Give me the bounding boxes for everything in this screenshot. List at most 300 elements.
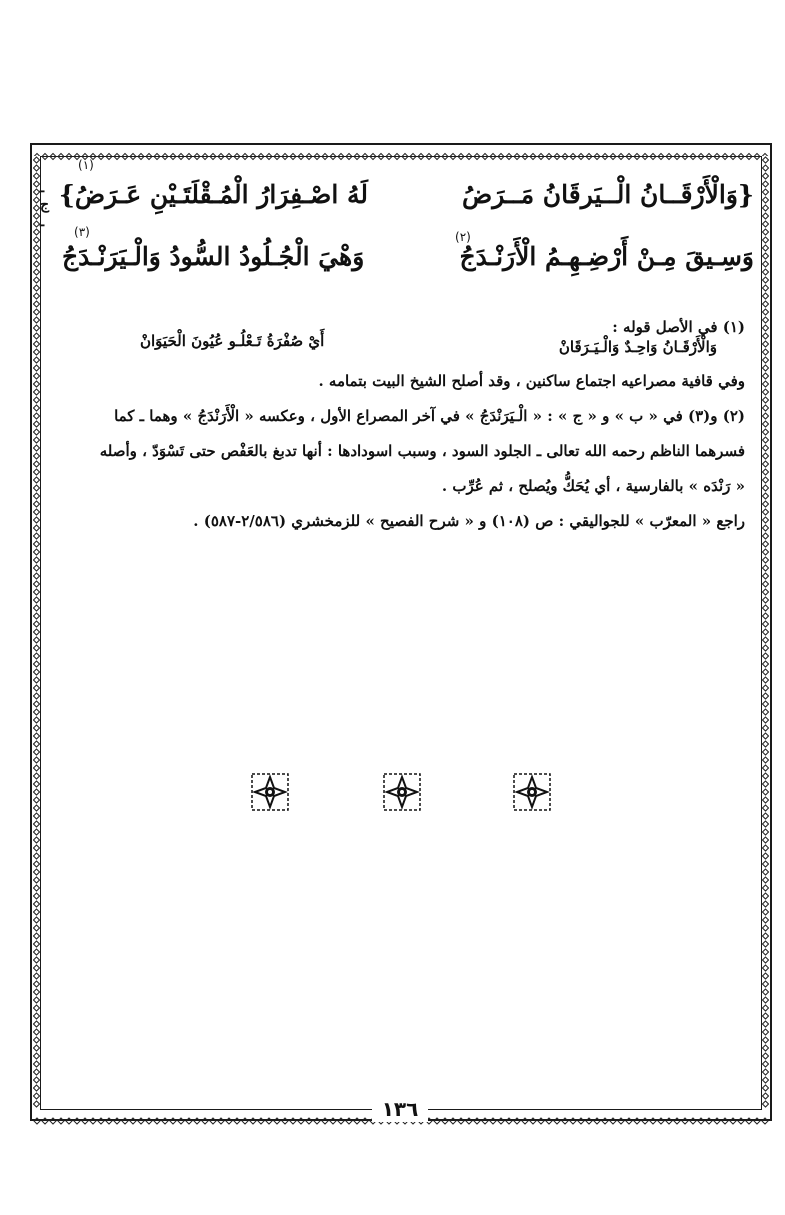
border-diamond <box>322 1118 328 1124</box>
border-diamond <box>34 837 40 843</box>
border-diamond <box>34 997 40 1003</box>
border-diamond <box>610 154 616 160</box>
border-diamond <box>658 154 664 160</box>
border-diamond <box>34 597 40 603</box>
border-diamond <box>34 573 40 579</box>
border-diamond <box>34 1029 40 1035</box>
border-diamond <box>514 1118 520 1124</box>
border-diamond <box>34 309 40 315</box>
ornamental-border-right <box>762 156 769 1110</box>
border-diamond <box>722 1118 728 1124</box>
border-diamond <box>490 154 496 160</box>
border-diamond <box>763 1061 769 1067</box>
border-diamond <box>34 733 40 739</box>
border-diamond <box>458 154 464 160</box>
border-diamond <box>763 309 769 315</box>
border-diamond <box>34 797 40 803</box>
border-diamond <box>122 1118 128 1124</box>
border-diamond <box>258 1118 264 1124</box>
border-diamond <box>763 1077 769 1083</box>
border-diamond <box>210 1118 216 1124</box>
border-diamond <box>763 501 769 507</box>
border-diamond <box>34 805 40 811</box>
border-diamond <box>763 661 769 667</box>
border-diamond <box>763 357 769 363</box>
border-diamond <box>186 1118 192 1124</box>
border-diamond <box>354 154 360 160</box>
border-pattern <box>762 156 769 1110</box>
border-diamond <box>122 154 128 160</box>
border-diamond <box>410 154 416 160</box>
border-diamond <box>763 469 769 475</box>
border-diamond <box>378 154 384 160</box>
border-diamond <box>738 154 744 160</box>
border-diamond <box>763 325 769 331</box>
border-diamond <box>34 1101 40 1107</box>
border-diamond <box>474 1118 480 1124</box>
border-diamond <box>763 173 769 179</box>
border-diamond <box>763 757 769 763</box>
border-diamond <box>763 629 769 635</box>
border-diamond <box>763 461 769 467</box>
border-diamond <box>186 154 192 160</box>
border-diamond <box>34 821 40 827</box>
border-diamond <box>234 1118 240 1124</box>
border-diamond <box>763 1069 769 1075</box>
border-diamond <box>763 565 769 571</box>
border-diamond <box>34 165 40 171</box>
border-diamond <box>98 154 104 160</box>
border-diamond <box>74 1118 80 1124</box>
border-diamond <box>250 154 256 160</box>
border-diamond <box>346 154 352 160</box>
border-diamond <box>763 789 769 795</box>
border-diamond <box>763 389 769 395</box>
border-diamond <box>594 154 600 160</box>
border-diamond <box>34 397 40 403</box>
border-diamond <box>763 397 769 403</box>
border-diamond <box>763 405 769 411</box>
verse-2-second-hemistich: وَهْيَ الْجُـلُودُ السُّودُ وَالْـيَرَنْـدَجُ <box>62 242 365 271</box>
border-diamond <box>282 154 288 160</box>
border-diamond <box>763 589 769 595</box>
border-diamond <box>234 154 240 160</box>
border-diamond <box>642 1118 648 1124</box>
border-diamond <box>538 1118 544 1124</box>
page-border-inner <box>40 156 762 1110</box>
border-diamond <box>242 1118 248 1124</box>
border-diamond <box>634 1118 640 1124</box>
border-diamond <box>570 1118 576 1124</box>
border-diamond <box>34 1061 40 1067</box>
border-diamond <box>763 645 769 651</box>
border-diamond <box>763 1101 769 1107</box>
border-diamond <box>34 245 40 251</box>
border-diamond <box>34 845 40 851</box>
border-diamond <box>34 757 40 763</box>
border-diamond <box>754 154 760 160</box>
border-diamond <box>34 765 40 771</box>
border-diamond <box>626 1118 632 1124</box>
border-diamond <box>34 557 40 563</box>
border-diamond <box>34 1085 40 1091</box>
verse-1-second-hemistich: لَهُ اصْـفِرَارُ الْمُـقْلَتَـيْنِ عَـرَضُ} <box>58 180 368 209</box>
border-diamond <box>522 1118 528 1124</box>
border-diamond <box>34 621 40 627</box>
border-diamond <box>610 1118 616 1124</box>
border-diamond <box>34 749 40 755</box>
border-diamond <box>34 285 40 291</box>
border-diamond <box>34 237 40 243</box>
border-diamond <box>314 154 320 160</box>
border-diamond <box>34 549 40 555</box>
border-diamond <box>434 1118 440 1124</box>
border-diamond <box>763 317 769 323</box>
border-diamond <box>34 693 40 699</box>
border-diamond <box>763 245 769 251</box>
border-diamond <box>706 154 712 160</box>
border-diamond <box>674 154 680 160</box>
border-diamond <box>34 333 40 339</box>
border-diamond <box>450 154 456 160</box>
footnote-1-verse-second: أَيْ صُفْرَةُ تَـعْلُـو عُيُونَ الْحَيَوَانْ <box>140 332 325 350</box>
border-diamond <box>34 525 40 531</box>
footnote-1-verse-first: وَالْأَرْقَـانُ وَاحِـدٌ وَالْـيَـرَقَانْ <box>558 338 717 356</box>
border-diamond <box>34 181 40 187</box>
border-diamond <box>482 154 488 160</box>
border-diamond <box>210 154 216 160</box>
border-diamond <box>763 989 769 995</box>
border-diamond <box>34 301 40 307</box>
border-diamond <box>34 1093 40 1099</box>
border-diamond <box>34 717 40 723</box>
border-diamond <box>34 613 40 619</box>
border-diamond <box>763 261 769 267</box>
border-diamond <box>730 154 736 160</box>
border-diamond <box>434 154 440 160</box>
border-diamond <box>290 154 296 160</box>
border-pattern <box>33 152 769 161</box>
border-diamond <box>290 1118 296 1124</box>
border-diamond <box>763 293 769 299</box>
border-diamond <box>154 1118 160 1124</box>
border-diamond <box>34 1053 40 1059</box>
border-diamond <box>34 437 40 443</box>
border-diamond <box>98 1118 104 1124</box>
border-diamond <box>763 973 769 979</box>
border-diamond <box>34 229 40 235</box>
border-diamond <box>763 981 769 987</box>
border-diamond <box>34 709 40 715</box>
border-diamond <box>682 154 688 160</box>
border-diamond <box>34 261 40 267</box>
border-diamond <box>34 277 40 283</box>
border-diamond <box>763 253 769 259</box>
border-diamond <box>763 797 769 803</box>
border-diamond <box>194 1118 200 1124</box>
border-diamond <box>763 213 769 219</box>
border-diamond <box>763 229 769 235</box>
border-diamond <box>763 741 769 747</box>
border-diamond <box>602 1118 608 1124</box>
border-diamond <box>763 277 769 283</box>
border-diamond <box>34 317 40 323</box>
border-diamond <box>650 1118 656 1124</box>
border-diamond <box>34 901 40 907</box>
border-diamond <box>258 154 264 160</box>
border-diamond <box>763 181 769 187</box>
ornament-star-icon <box>250 772 290 812</box>
border-diamond <box>34 173 40 179</box>
border-diamond <box>34 253 40 259</box>
border-diamond <box>442 154 448 160</box>
border-diamond <box>34 965 40 971</box>
border-diamond <box>634 154 640 160</box>
border-diamond <box>130 1118 136 1124</box>
border-diamond <box>34 461 40 467</box>
border-diamond <box>763 1045 769 1051</box>
border-diamond <box>722 154 728 160</box>
border-diamond <box>34 373 40 379</box>
border-diamond <box>714 1118 720 1124</box>
border-diamond <box>178 1118 184 1124</box>
border-diamond <box>763 1021 769 1027</box>
border-diamond <box>370 154 376 160</box>
border-diamond <box>763 269 769 275</box>
border-diamond <box>346 1118 352 1124</box>
border-diamond <box>763 1037 769 1043</box>
border-diamond <box>763 677 769 683</box>
border-diamond <box>650 154 656 160</box>
border-diamond <box>34 741 40 747</box>
border-diamond <box>34 341 40 347</box>
footnote-1-intro: (١) في الأصل قوله : <box>612 318 745 336</box>
border-diamond <box>762 1118 768 1124</box>
border-diamond <box>763 621 769 627</box>
border-diamond <box>763 717 769 723</box>
border-diamond <box>763 917 769 923</box>
border-diamond <box>466 1118 472 1124</box>
border-diamond <box>594 1118 600 1124</box>
border-diamond <box>763 693 769 699</box>
border-diamond <box>66 1118 72 1124</box>
border-diamond <box>698 154 704 160</box>
border-diamond <box>34 1021 40 1027</box>
border-diamond <box>34 213 40 219</box>
border-diamond <box>763 157 769 163</box>
border-diamond <box>66 154 72 160</box>
border-diamond <box>34 853 40 859</box>
border-diamond <box>546 154 552 160</box>
border-diamond <box>763 421 769 427</box>
border-diamond <box>674 1118 680 1124</box>
border-diamond <box>362 154 368 160</box>
border-diamond <box>554 154 560 160</box>
page-number: ١٣٦ <box>372 1096 428 1122</box>
border-diamond <box>763 517 769 523</box>
footnote-marker-3: (٣) <box>74 225 90 239</box>
border-diamond <box>763 485 769 491</box>
border-diamond <box>763 341 769 347</box>
border-diamond <box>618 154 624 160</box>
border-diamond <box>338 1118 344 1124</box>
border-diamond <box>34 637 40 643</box>
border-diamond <box>34 949 40 955</box>
border-diamond <box>34 293 40 299</box>
footnote-2-3-line-4: راجع « المعرّب » للجواليقي : ص (١٠٨) و « شرح الفصيح » للزمخشري (٢/٥٨٦-٥٨٧) . <box>193 512 745 530</box>
border-diamond <box>34 445 40 451</box>
border-diamond <box>34 813 40 819</box>
border-diamond <box>146 1118 152 1124</box>
border-diamond <box>90 1118 96 1124</box>
border-diamond <box>34 653 40 659</box>
border-diamond <box>34 893 40 899</box>
border-diamond <box>34 197 40 203</box>
border-diamond <box>34 1069 40 1075</box>
border-diamond <box>34 157 40 163</box>
border-diamond <box>138 1118 144 1124</box>
border-diamond <box>34 349 40 355</box>
ornament-star-icon <box>512 772 552 812</box>
border-diamond <box>34 677 40 683</box>
border-diamond <box>226 154 232 160</box>
border-diamond <box>34 925 40 931</box>
border-diamond <box>666 1118 672 1124</box>
border-diamond <box>154 154 160 160</box>
border-diamond <box>178 154 184 160</box>
border-diamond <box>506 1118 512 1124</box>
border-diamond <box>138 154 144 160</box>
border-diamond <box>34 413 40 419</box>
border-diamond <box>482 1118 488 1124</box>
border-diamond <box>763 805 769 811</box>
border-diamond <box>202 154 208 160</box>
border-diamond <box>34 269 40 275</box>
border-diamond <box>763 189 769 195</box>
border-diamond <box>754 1118 760 1124</box>
border-diamond <box>34 453 40 459</box>
border-diamond <box>34 357 40 363</box>
border-diamond <box>498 1118 504 1124</box>
border-diamond <box>763 301 769 307</box>
border-diamond <box>306 154 312 160</box>
border-diamond <box>34 605 40 611</box>
border-diamond <box>763 821 769 827</box>
border-diamond <box>426 154 432 160</box>
border-diamond <box>34 685 40 691</box>
border-diamond <box>746 154 752 160</box>
border-diamond <box>306 1118 312 1124</box>
border-diamond <box>530 154 536 160</box>
border-diamond <box>274 1118 280 1124</box>
border-diamond <box>34 405 40 411</box>
footnote-2-3-line-1: (٢) و(٣) في « ب » و « ج » : « الْـيَرَنْدَجُ » في آخر المصراع الأول ، وعكسه « الْأَرَنْدَجُ » وهما ـ كما <box>114 407 745 425</box>
border-diamond <box>218 154 224 160</box>
border-diamond <box>763 605 769 611</box>
border-diamond <box>34 485 40 491</box>
border-diamond <box>34 829 40 835</box>
border-diamond <box>498 154 504 160</box>
border-diamond <box>578 1118 584 1124</box>
border-pattern <box>33 156 40 1110</box>
border-diamond <box>34 669 40 675</box>
border-diamond <box>714 154 720 160</box>
border-diamond <box>34 1118 40 1124</box>
border-diamond <box>114 1118 120 1124</box>
border-diamond <box>338 154 344 160</box>
border-diamond <box>34 645 40 651</box>
border-diamond <box>250 1118 256 1124</box>
border-diamond <box>242 154 248 160</box>
border-diamond <box>354 1118 360 1124</box>
border-diamond <box>763 685 769 691</box>
border-diamond <box>763 437 769 443</box>
border-diamond <box>763 901 769 907</box>
border-diamond <box>763 453 769 459</box>
border-diamond <box>266 154 272 160</box>
border-diamond <box>194 154 200 160</box>
border-diamond <box>706 1118 712 1124</box>
border-diamond <box>642 154 648 160</box>
border-diamond <box>602 154 608 160</box>
border-diamond <box>34 1037 40 1043</box>
border-diamond <box>322 154 328 160</box>
border-diamond <box>763 1053 769 1059</box>
border-diamond <box>202 1118 208 1124</box>
border-diamond <box>34 909 40 915</box>
border-diamond <box>226 1118 232 1124</box>
border-diamond <box>34 1013 40 1019</box>
border-diamond <box>763 413 769 419</box>
border-diamond <box>34 581 40 587</box>
border-diamond <box>763 333 769 339</box>
border-diamond <box>34 1077 40 1083</box>
border-diamond <box>618 1118 624 1124</box>
border-diamond <box>450 1118 456 1124</box>
footnote-1-note: وفي قافية مصراعيه اجتماع ساكنين ، وقد أصلح الشيخ البيت بتمامه . <box>318 372 745 390</box>
border-diamond <box>763 221 769 227</box>
border-diamond <box>506 154 512 160</box>
border-diamond <box>763 237 769 243</box>
border-diamond <box>442 1118 448 1124</box>
border-diamond <box>34 501 40 507</box>
border-diamond <box>763 165 769 171</box>
border-diamond <box>763 869 769 875</box>
border-diamond <box>763 541 769 547</box>
border-diamond <box>658 1118 664 1124</box>
border-diamond <box>698 1118 704 1124</box>
border-diamond <box>763 493 769 499</box>
border-diamond <box>34 221 40 227</box>
border-diamond <box>298 154 304 160</box>
border-diamond <box>34 381 40 387</box>
border-diamond <box>763 701 769 707</box>
border-diamond <box>746 1118 752 1124</box>
border-diamond <box>514 154 520 160</box>
border-diamond <box>34 541 40 547</box>
border-diamond <box>34 429 40 435</box>
border-diamond <box>34 877 40 883</box>
border-diamond <box>763 349 769 355</box>
border-diamond <box>763 765 769 771</box>
border-diamond <box>763 637 769 643</box>
border-diamond <box>626 154 632 160</box>
border-diamond <box>763 877 769 883</box>
border-diamond <box>34 885 40 891</box>
border-diamond <box>34 629 40 635</box>
border-diamond <box>34 661 40 667</box>
border-diamond <box>34 781 40 787</box>
